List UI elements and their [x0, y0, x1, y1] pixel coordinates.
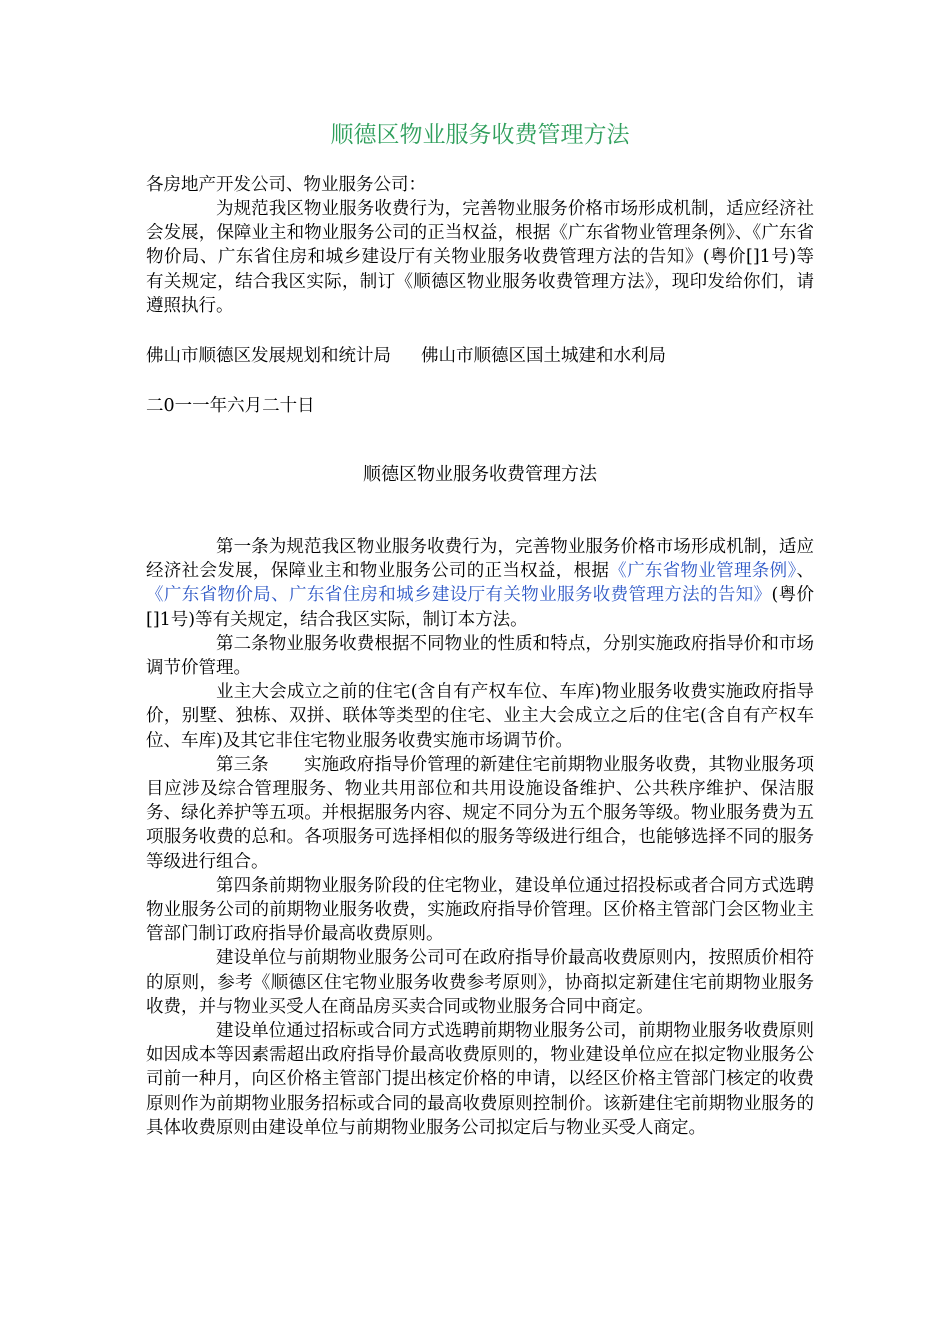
article-1-text-a: 第一条为规范我区物业服务收费行为，完善物业服务价格市场形成机制，适应经济社会发展，保障业主和物业服务公司的正当权益，根据: [146, 537, 814, 582]
article-1-separator: 、: [796, 561, 815, 582]
intro-block: [146, 197, 814, 318]
article-3: 第三条 实施政府指导价管理的新建住宅前期物业服务收费，其物业服务项目应涉及综合管理服务、物业共用部位和共用设施设备维护、公共秩序维护、保洁服务、绿化养护等五项。并根据服务内容、规定不同分为五个服务等级。物业服务费为五项服务收费的总和。各项服务可选择相似的服务等级进行组合，也能够选择不同的服务等级进行组合。: [146, 754, 814, 872]
addressee-block: [146, 173, 814, 197]
document-subtitle: 顺德区物业服务收费管理方法: [363, 464, 597, 485]
date-block: [146, 394, 814, 418]
intro-paragraph: 为规范我区物业服务收费行为，完善物业服务价格市场形成机制，适应经济社会发展，保障业主和物业服务公司的正当权益，根据《广东省物业管理条例》、《广东省物价局、广东省住房和城乡建设厅有关物业服务收费管理方法的告知》(粤价[]1号)等有关规定，结合我区实际，制订《顺德区物业服务收费管理方法》，现印发给你们，请遵照执行。: [146, 199, 814, 316]
article-2-paragraph-2: 业主大会成立之前的住宅(含自有产权车位、车库)物业服务收费实施政府指导价，别墅、独栋、双拼、联体等类型的住宅、业主大会成立之后的住宅(含自有产权车位、车库)及其它非住宅物业服务收费实施市场调节价。: [146, 682, 814, 751]
issue-date: 二0一一年六月二十日: [146, 396, 315, 416]
article-2: 第二条物业服务收费根据不同物业的性质和特点，分别实施政府指导价和市场调节价管理。: [146, 633, 814, 679]
issuer-1: 佛山市顺德区发展规划和统计局: [146, 346, 391, 366]
issuers-block: [146, 344, 814, 368]
document-title: 顺德区物业服务收费管理方法: [330, 122, 630, 148]
addressee: 各房地产开发公司、物业服务公司：: [146, 175, 426, 195]
article-1-link-regulation[interactable]: 《广东省物业管理条例》: [609, 561, 797, 582]
article-4-paragraph-3: 建设单位通过招标或合同方式选聘前期物业服务公司，前期物业服务收费原则如因成本等因素需超出政府指导价最高收费原则的，物业建设单位应在拟定物业服务公司前一种月，向区价格主管部门提出核定价格的申请，以经区价格主管部门核定的收费原则作为前期物业服务招标或合同的最高收费原则控制价。该新建住宅前期物业服务的具体收费原则由建设单位与前期物业服务公司拟定后与物业买受人商定。: [146, 1021, 814, 1138]
article-1-text-b: (粤价[]1号)等有关规定，结合我区实际，制订本方法。: [146, 585, 815, 630]
article-4-paragraph-2: 建设单位与前期物业服务公司可在政府指导价最高收费原则内，按照质价相符的原则，参考《顺德区住宅物业服务收费参考原则》，协商拟定新建住宅前期物业服务收费，并与物业买受人在商品房买卖合同或物业服务合同中商定。: [146, 948, 814, 1017]
article-4: 第四条前期物业服务阶段的住宅物业，建设单位通过招投标或者合同方式选聘物业服务公司的前期物业服务收费，实施政府指导价管理。区价格主管部门会区物业主管部门制订政府指导价最高收费原则。: [146, 875, 814, 945]
issuers-line: [146, 344, 814, 368]
issuer-2: 佛山市顺德区国土城建和水利局: [421, 346, 666, 366]
articles-body: [146, 535, 814, 1140]
article-1-link-notice[interactable]: 《广东省物价局、广东省住房和城乡建设厅有关物业服务收费管理方法的告知》: [146, 585, 772, 606]
article-1: [146, 535, 814, 632]
